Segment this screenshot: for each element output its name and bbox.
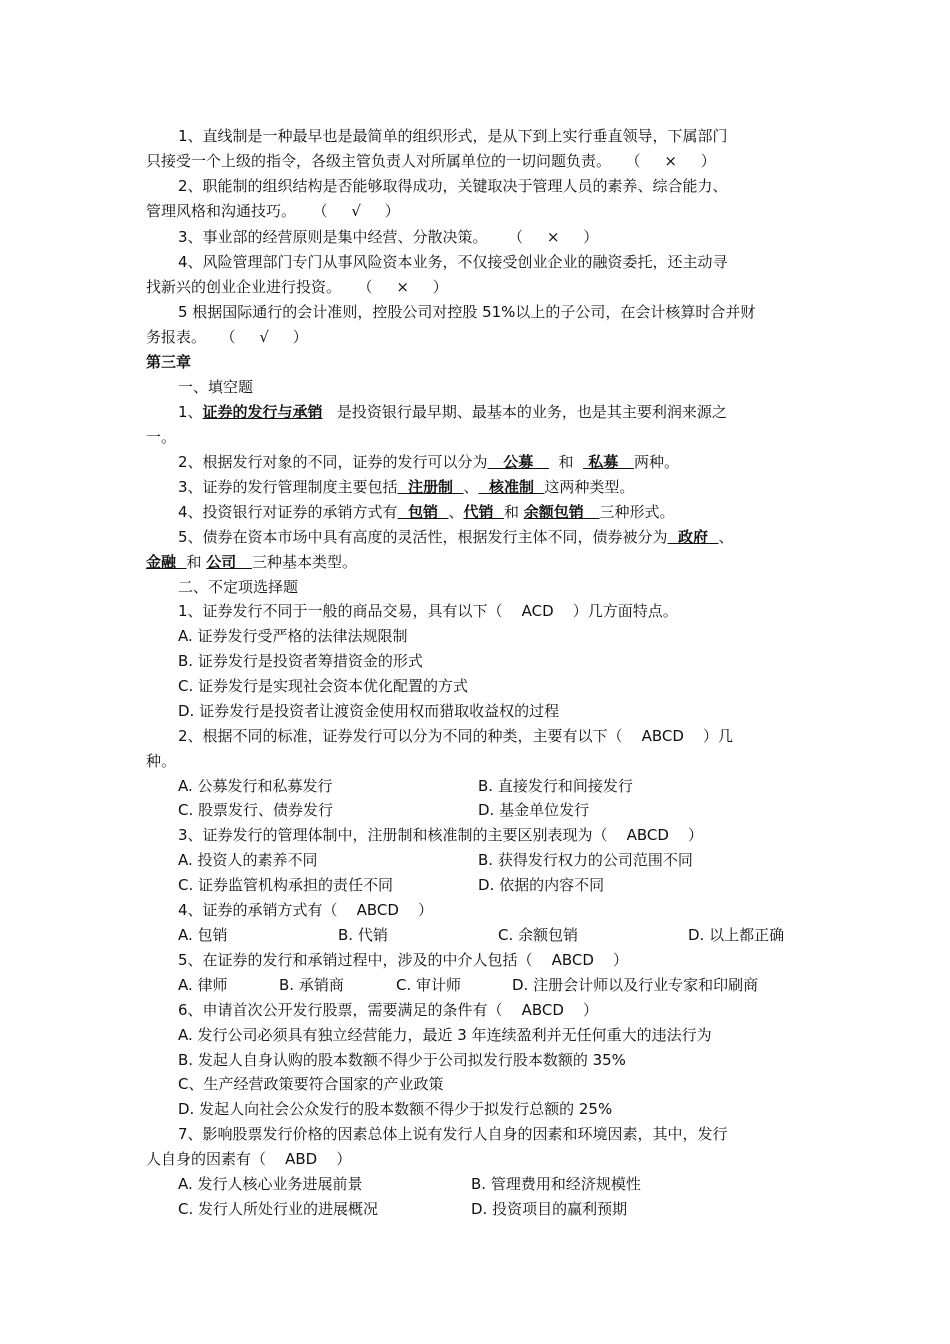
- judgement-1-line1: 1、直线制是一种最早也是最简单的组织形式，是从下到上实行垂直领导，下属部门: [178, 127, 728, 145]
- choice-q4: 4、证券的承销方式有（ ABCD ）: [178, 901, 434, 919]
- judgement-3-line1: 3、事业部的经营原则是集中经营、分散决策。 （ × ）: [178, 228, 599, 246]
- choice-q5-option-c: C. 审计师: [396, 976, 462, 994]
- fill-q2-answer-2: 私募: [588, 453, 619, 471]
- choice-q4-option-c: C. 余额包销: [498, 926, 579, 944]
- choice-q7-option-a: A. 发行人核心业务进展前景: [178, 1175, 363, 1193]
- choice-q7-option-c: C. 发行人所处行业的进展概况: [178, 1200, 379, 1218]
- choice-q2-option-d: D. 基金单位发行: [478, 801, 590, 819]
- choice-q2-option-a: A. 公募发行和私募发行: [178, 777, 333, 795]
- choice-q2-option-c: C. 股票发行、债券发行: [178, 801, 334, 819]
- choice-q7-line2: 人自身的因素有（ ABD ）: [146, 1150, 352, 1168]
- choice-q3-options-row2: [146, 875, 848, 895]
- fill-q1-line1: 1、证券的发行与承销 是投资银行最早期、最基本的业务，也是其主要利润来源之: [178, 403, 727, 421]
- judgement-5-line2: 务报表。 （ √ ）: [146, 328, 308, 346]
- choice-q1-option-a: A. 证券发行受严格的法律法规限制: [178, 627, 408, 645]
- chapter-heading: 第三章: [146, 353, 192, 371]
- judgement-2-line1: 2、职能制的组织结构是否能够取得成功，关键取决于管理人员的素养、综合能力、: [178, 177, 728, 195]
- fill-q4-answer-1: 包销: [408, 503, 439, 521]
- fill-q4: 4、投资银行对证券的承销方式有 包销 、代销 和 余额包销 三种形式。: [178, 503, 675, 521]
- choice-q6: 6、申请首次公开发行股票，需要满足的条件有（ ABCD ）: [178, 1001, 599, 1019]
- fill-q4-answer-3: 余额包销: [523, 503, 584, 521]
- choice-q3-option-a: A. 投资人的素养不同: [178, 851, 318, 869]
- choice-q5-options: [146, 975, 848, 995]
- judgement-4-line2: 找新兴的创业企业进行投资。 （ × ）: [146, 278, 448, 296]
- fill-q5-line1: 5、债券在资本市场中具有高度的灵活性，根据发行主体不同，债券被分为 政府 、: [178, 528, 734, 546]
- judgement-1-line2: 只接受一个上级的指令，各级主管负责人对所属单位的一切问题负责。 （ × ）: [146, 152, 716, 170]
- choice-q1: 1、证券发行不同于一般的商品交易，具有以下（ ACD ）几方面特点。: [178, 602, 678, 620]
- choice-q1-option-b: B. 证券发行是投资者筹措资金的形式: [178, 652, 423, 670]
- judgement-2-line2: 管理风格和沟通技巧。 （ √ ）: [146, 202, 400, 220]
- choice-q5-option-a: A. 律师: [178, 976, 228, 994]
- choice-q6-option-a: A. 发行公司必须具有独立经营能力，最近 3 年连续盈利并无任何重大的违法行为: [178, 1026, 712, 1044]
- choice-q4-option-b: B. 代销: [338, 926, 388, 944]
- judgement-2-mark: （ √ ）: [320, 202, 400, 220]
- fill-q5-line2: 金融 和 公司 三种基本类型。: [146, 553, 357, 571]
- choice-q3-option-d: D. 依据的内容不同: [478, 876, 605, 894]
- fill-q3: 3、证券的发行管理制度主要包括 注册制 、 核准制 这两种类型。: [178, 478, 635, 496]
- judgement-1-mark: （ × ）: [633, 152, 716, 170]
- choice-q7-options-row1: [146, 1174, 848, 1194]
- choice-q6-option-c: C、生产经营政策要符合国家的产业政策: [178, 1075, 444, 1093]
- choice-q3-options-row1: [146, 850, 848, 870]
- judgement-3-mark: （ × ）: [515, 228, 599, 246]
- choice-q2-options-row1: [146, 776, 848, 796]
- choice-q7-option-d: D. 投资项目的赢利预期: [471, 1200, 628, 1218]
- judgement-4-mark: （ × ）: [365, 278, 448, 296]
- choice-q3: 3、证券发行的管理体制中，注册制和核准制的主要区别表现为（ ABCD ）: [178, 826, 704, 844]
- choice-q2-option-b: B. 直接发行和间接发行: [478, 777, 633, 795]
- fill-q2: 2、根据发行对象的不同，证券的发行可以分为 公募 和 私募 两种。: [178, 453, 679, 471]
- choice-q7-option-b: B. 管理费用和经济规模性: [471, 1175, 641, 1193]
- choice-q4-option-d: D. 以上都正确: [688, 926, 785, 944]
- choice-q4-option-a: A. 包销: [178, 926, 228, 944]
- choice-q5-option-d: D. 注册会计师以及行业专家和印刷商: [512, 976, 759, 994]
- choice-q1-option-c: C. 证券发行是实现社会资本优化配置的方式: [178, 677, 469, 695]
- choice-q2-line1: 2、根据不同的标准，证券发行可以分为不同的种类，主要有以下（ ABCD ）几: [178, 727, 734, 745]
- choice-q3-option-b: B. 获得发行权力的公司范围不同: [478, 851, 693, 869]
- fill-q4-answer-2: 代销: [463, 503, 494, 521]
- fill-q1-answer: 证券的发行与承销: [202, 403, 323, 421]
- choice-q5: 5、在证券的发行和承销过程中，涉及的中介人包括（ ABCD ）: [178, 951, 629, 969]
- choice-q5-option-b: B. 承销商: [279, 976, 344, 994]
- fill-q5-answer-1: 政府: [678, 528, 709, 546]
- fill-q5-answer-3: 公司: [206, 553, 237, 571]
- choice-q3-option-c: C. 证券监管机构承担的责任不同: [178, 876, 394, 894]
- judgement-5-line1: 5 根据国际通行的会计准则，控股公司对控股 51%以上的子公司，在会计核算时合并财: [178, 303, 756, 321]
- judgement-4-line1: 4、风险管理部门专门从事风险资本业务，不仅接受创业企业的融资委托，还主动寻: [178, 253, 728, 271]
- choice-q1-option-d: D. 证券发行是投资者让渡资金使用权而猎取收益权的过程: [178, 702, 560, 720]
- fill-q3-answer-1: 注册制: [408, 478, 454, 496]
- fill-q1-line2: 一。: [146, 428, 177, 446]
- choice-q4-options: [146, 925, 848, 945]
- fill-q3-answer-2: 核准制: [488, 478, 534, 496]
- fill-q5-answer-2: 金融: [146, 553, 177, 571]
- choice-q6-option-d: D. 发起人向社会公众发行的股本数额不得少于拟发行总额的 25%: [178, 1100, 613, 1118]
- judgement-5-mark: （ √ ）: [228, 328, 308, 346]
- choice-q6-option-b: B. 发起人自身认购的股本数额不得少于公司拟发行股本数额的 35%: [178, 1051, 626, 1069]
- section-fill-heading: 一、填空题: [178, 378, 254, 396]
- choice-q2-options-row2: [146, 800, 848, 820]
- choice-q7-line1: 7、影响股票发行价格的因素总体上说有发行人自身的因素和环境因素，其中，发行: [178, 1125, 728, 1143]
- fill-q2-answer-1: 公募: [503, 453, 534, 471]
- choice-q7-options-row2: [146, 1199, 848, 1219]
- choice-q2-line2: 种。: [146, 752, 177, 770]
- section-choice-heading: 二、不定项选择题: [178, 578, 299, 596]
